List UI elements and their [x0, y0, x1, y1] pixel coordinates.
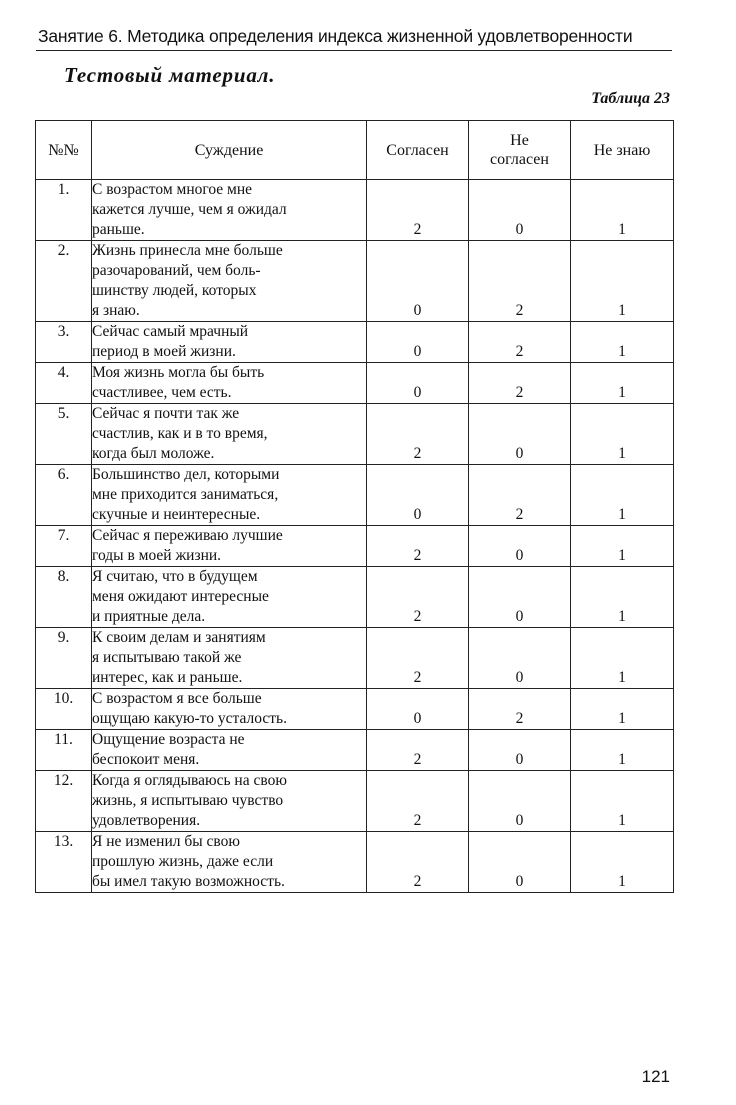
statement-line: беспокоит меня.: [92, 751, 200, 768]
table-row: [36, 363, 674, 404]
table-row: [36, 730, 674, 771]
score-agree: 2: [367, 180, 469, 241]
statement-line: интерес, как и раньше.: [92, 669, 243, 686]
section-title: Тестовый материал.: [64, 63, 276, 87]
row-number: 10.: [36, 689, 92, 730]
statement-line: я испытываю такой же: [92, 649, 242, 666]
col-header-number: №№: [36, 121, 92, 180]
table-row: [36, 241, 674, 322]
score-agree: 2: [367, 567, 469, 628]
score-dont-know: 1: [571, 730, 674, 771]
score-dont-know: 1: [571, 465, 674, 526]
score-agree: 2: [367, 832, 469, 893]
score-dont-know: 1: [571, 180, 674, 241]
score-disagree: 0: [469, 832, 571, 893]
table-row: [36, 404, 674, 465]
score-disagree: 2: [469, 689, 571, 730]
page-number: 121: [641, 1067, 670, 1086]
statement-line: и приятные дела.: [92, 608, 206, 625]
statement-cell: [92, 322, 367, 363]
col-header-disagree-label: Не согласен: [490, 132, 549, 168]
row-number: 7.: [36, 526, 92, 567]
statement-line: Большинство дел, которыми: [92, 466, 280, 483]
score-disagree: 0: [469, 404, 571, 465]
statement-line: Я не изменил бы свою: [92, 833, 240, 850]
row-number: 11.: [36, 730, 92, 771]
statement-cell: [92, 628, 367, 689]
statement-cell: [92, 465, 367, 526]
statement-cell: [92, 730, 367, 771]
score-dont-know: 1: [571, 832, 674, 893]
statement-cell: [92, 404, 367, 465]
statement-line: годы в моей жизни.: [92, 547, 222, 564]
table-row: [36, 526, 674, 567]
statement-line: Сейчас самый мрачный: [92, 323, 249, 340]
statement-line: кажется лучше, чем я ожидал: [92, 201, 287, 218]
col-header-dont-know: Не знаю: [571, 121, 674, 180]
row-number: 6.: [36, 465, 92, 526]
row-number: 5.: [36, 404, 92, 465]
score-disagree: 2: [469, 241, 571, 322]
statement-line: разочарований, чем боль-: [92, 262, 261, 279]
row-number: 1.: [36, 180, 92, 241]
score-disagree: 0: [469, 567, 571, 628]
statement-line: Я считаю, что в будущем: [92, 568, 258, 585]
score-disagree: 0: [469, 180, 571, 241]
row-number: 2.: [36, 241, 92, 322]
header-rule: [36, 50, 672, 51]
col-header-statement: Суждение: [92, 121, 367, 180]
row-number: 9.: [36, 628, 92, 689]
statement-line: удовлетворения.: [92, 812, 201, 829]
statement-line: я знаю.: [92, 302, 140, 319]
statement-cell: [92, 241, 367, 322]
score-disagree: 2: [469, 322, 571, 363]
score-agree: 2: [367, 526, 469, 567]
statement-line: период в моей жизни.: [92, 343, 236, 360]
statement-line: раньше.: [92, 221, 145, 238]
statement-line: когда был моложе.: [92, 445, 215, 462]
statement-cell: [92, 771, 367, 832]
score-disagree: 0: [469, 771, 571, 832]
statement-line: шинству людей, которых: [92, 282, 257, 299]
col-header-disagree: [469, 121, 571, 180]
table-row: [36, 628, 674, 689]
score-dont-know: 1: [571, 404, 674, 465]
statement-line: Жизнь принесла мне больше: [92, 242, 283, 259]
statement-line: С возрастом я все больше: [92, 690, 262, 707]
score-agree: 2: [367, 404, 469, 465]
statement-line: мне приходится заниматься,: [92, 486, 279, 503]
score-agree: 0: [367, 241, 469, 322]
score-agree: 0: [367, 465, 469, 526]
statement-line: счастлив, как и в то время,: [92, 425, 268, 442]
statement-cell: [92, 689, 367, 730]
table-row: [36, 832, 674, 893]
score-disagree: 2: [469, 363, 571, 404]
statement-cell: [92, 526, 367, 567]
score-agree: 0: [367, 322, 469, 363]
statement-line: жизнь, я испытываю чувство: [92, 792, 284, 809]
statement-cell: [92, 180, 367, 241]
table-row: [36, 180, 674, 241]
score-dont-know: 1: [571, 322, 674, 363]
table-row: [36, 567, 674, 628]
statement-line: К своим делам и занятиям: [92, 629, 266, 646]
col-header-agree: Согласен: [367, 121, 469, 180]
score-dont-know: 1: [571, 526, 674, 567]
row-number: 13.: [36, 832, 92, 893]
table-row: [36, 322, 674, 363]
running-header: Занятие 6. Методика определения индекса жизненной удовлетворенности: [38, 26, 633, 46]
row-number: 3.: [36, 322, 92, 363]
score-dont-know: 1: [571, 628, 674, 689]
score-dont-know: 1: [571, 771, 674, 832]
score-disagree: 0: [469, 628, 571, 689]
score-agree: 2: [367, 730, 469, 771]
statement-line: С возрастом многое мне: [92, 181, 253, 198]
table-header-row: [36, 121, 674, 180]
statement-cell: [92, 363, 367, 404]
statement-cell: [92, 832, 367, 893]
row-number: 12.: [36, 771, 92, 832]
table-row: [36, 465, 674, 526]
score-agree: 0: [367, 363, 469, 404]
statement-line: бы имел такую возможность.: [92, 873, 285, 890]
statement-line: ощущаю какую-то усталость.: [92, 710, 287, 727]
statement-cell: [92, 567, 367, 628]
row-number: 4.: [36, 363, 92, 404]
test-table: [35, 120, 674, 893]
statement-line: Ощущение возраста не: [92, 731, 245, 748]
statement-line: Сейчас я почти так же: [92, 405, 240, 422]
row-number: 8.: [36, 567, 92, 628]
score-agree: 0: [367, 689, 469, 730]
statement-line: прошлую жизнь, даже если: [92, 853, 274, 870]
table-row: [36, 689, 674, 730]
statement-line: Сейчас я переживаю лучшие: [92, 527, 283, 544]
score-dont-know: 1: [571, 363, 674, 404]
score-dont-know: 1: [571, 567, 674, 628]
table-caption: Таблица 23: [591, 90, 670, 107]
score-disagree: 2: [469, 465, 571, 526]
statement-line: счастливее, чем есть.: [92, 384, 232, 401]
statement-line: Моя жизнь могла бы быть: [92, 364, 265, 381]
score-disagree: 0: [469, 526, 571, 567]
score-dont-know: 1: [571, 241, 674, 322]
score-agree: 2: [367, 628, 469, 689]
statement-line: меня ожидают интересные: [92, 588, 269, 605]
statement-line: скучные и неинтересные.: [92, 506, 261, 523]
statement-line: Когда я оглядываюсь на свою: [92, 772, 287, 789]
score-agree: 2: [367, 771, 469, 832]
table-row: [36, 771, 674, 832]
score-disagree: 0: [469, 730, 571, 771]
score-dont-know: 1: [571, 689, 674, 730]
